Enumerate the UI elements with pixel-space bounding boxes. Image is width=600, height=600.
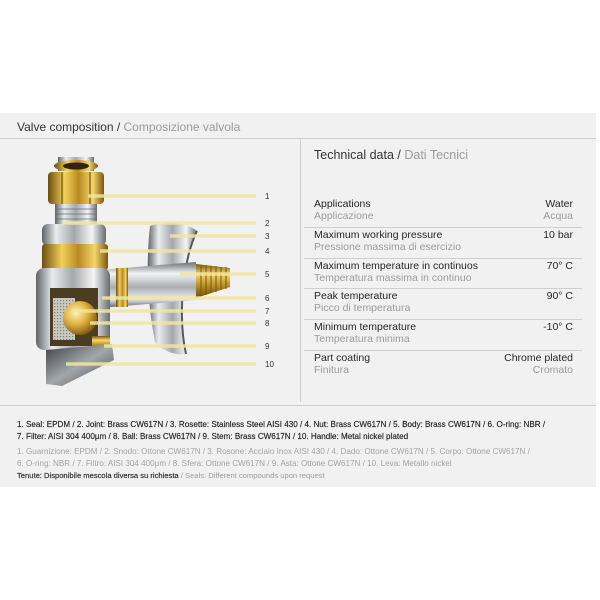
technical-title bbox=[314, 148, 468, 162]
valve-illustration bbox=[0, 139, 300, 401]
spec-label-it: Temperatura minima bbox=[314, 333, 410, 346]
spec-value: -10° C bbox=[543, 321, 573, 334]
spec-row-min-temperature bbox=[304, 319, 582, 350]
spec-row-max-pressure bbox=[304, 227, 582, 258]
spec-value: 90° C bbox=[546, 290, 573, 303]
callout-number: 10 bbox=[265, 360, 274, 369]
callout-number: 4 bbox=[265, 247, 270, 256]
note-separator: / bbox=[178, 471, 185, 480]
seals-note-it: Tenute: Disponibile mescola diversa su richiesta bbox=[17, 471, 179, 480]
spec-label: Maximum working pressure bbox=[314, 228, 443, 241]
ball bbox=[63, 301, 97, 335]
spec-row-part-coating bbox=[304, 350, 582, 381]
o-ring bbox=[116, 268, 128, 307]
spec-row-applications bbox=[304, 196, 582, 227]
spec-value-it: Acqua bbox=[543, 210, 573, 222]
callout-number: 6 bbox=[265, 294, 270, 303]
spec-label: Part coating bbox=[314, 352, 371, 364]
spec-label-it: Picco di temperatura bbox=[314, 302, 411, 315]
spec-row-peak-temperature bbox=[304, 288, 582, 319]
seals-note bbox=[17, 470, 577, 482]
nut bbox=[42, 244, 108, 270]
spec-label: Applications bbox=[314, 198, 371, 210]
callout-number: 8 bbox=[265, 319, 270, 328]
materials-line: 6. O-ring: NBR / 7. Filtro: AISI 304 400µm / 8. Sfera: Ottone CW617N / 9. Asta: Ottone CW617N / 10. Leva: Metallo nickel bbox=[17, 458, 452, 468]
column-divider bbox=[300, 139, 301, 402]
spec-value: Water bbox=[545, 198, 573, 210]
spec-label-it: Temperatura massima in continuo bbox=[314, 271, 472, 284]
composition-title bbox=[17, 120, 240, 134]
materials-line: 7. Filter: AISI 304 400µm / 8. Ball: Brass CW617N / 9. Stem: Brass CW617N / 10. Handle: Metal nickel plated bbox=[17, 432, 409, 441]
technical-title-it: Dati Tecnici bbox=[404, 148, 469, 162]
spec-label: Maximum temperature in continuos bbox=[314, 259, 478, 272]
callout-number: 1 bbox=[265, 192, 270, 201]
spec-value: 70° C bbox=[546, 259, 573, 272]
spec-row-max-temperature bbox=[304, 258, 582, 289]
callout-number: 3 bbox=[265, 232, 270, 241]
compression-nut bbox=[48, 172, 104, 204]
seals-note-en: Seals: Different compounds upon request bbox=[185, 471, 325, 480]
materials-legend-en bbox=[17, 419, 592, 443]
callout-number: 9 bbox=[265, 342, 270, 351]
spec-label-it: Applicazione bbox=[314, 210, 374, 222]
spec-value: Chrome plated bbox=[504, 352, 573, 364]
footer-divider bbox=[0, 405, 596, 406]
composition-title-it: Composizione valvola bbox=[123, 120, 241, 134]
seal-bore bbox=[63, 163, 89, 170]
title-separator: / bbox=[113, 120, 124, 134]
spec-label: Peak temperature bbox=[314, 290, 398, 303]
collar bbox=[42, 224, 106, 246]
callout-number: 7 bbox=[265, 307, 270, 316]
spec-label: Minimum temperature bbox=[314, 321, 417, 334]
spec-value: 10 bar bbox=[543, 228, 573, 241]
materials-legend-it bbox=[17, 446, 592, 469]
spec-label-it: Finitura bbox=[314, 364, 350, 376]
composition-title-en: Valve composition bbox=[17, 120, 114, 134]
spec-value-it: Cromato bbox=[532, 364, 573, 376]
title-separator: / bbox=[393, 148, 405, 162]
materials-line: 1. Guarnizione: EPDM / 2. Snodo: Ottone CW617N / 3. Rosone: Acciaio Inox AISI 430 / 4. Dado: Ottone CW617N / 5. Corpo: Ottone CW617N / bbox=[17, 447, 530, 456]
body-outlet bbox=[100, 262, 196, 308]
materials-line: 1. Seal: EPDM / 2. Joint: Brass CW617N / 3. Rosette: Stainless Steel AISI 430 / 4. Nut: Brass CW617N / 5. Body: Brass CW617N / 6. O-ring: NBR / bbox=[17, 420, 546, 429]
callout-number: 2 bbox=[265, 219, 270, 228]
callout-number: 5 bbox=[265, 270, 270, 279]
technical-title-en: Technical data bbox=[314, 148, 394, 162]
spec-label-it: Pressione massima di esercizio bbox=[314, 240, 462, 253]
